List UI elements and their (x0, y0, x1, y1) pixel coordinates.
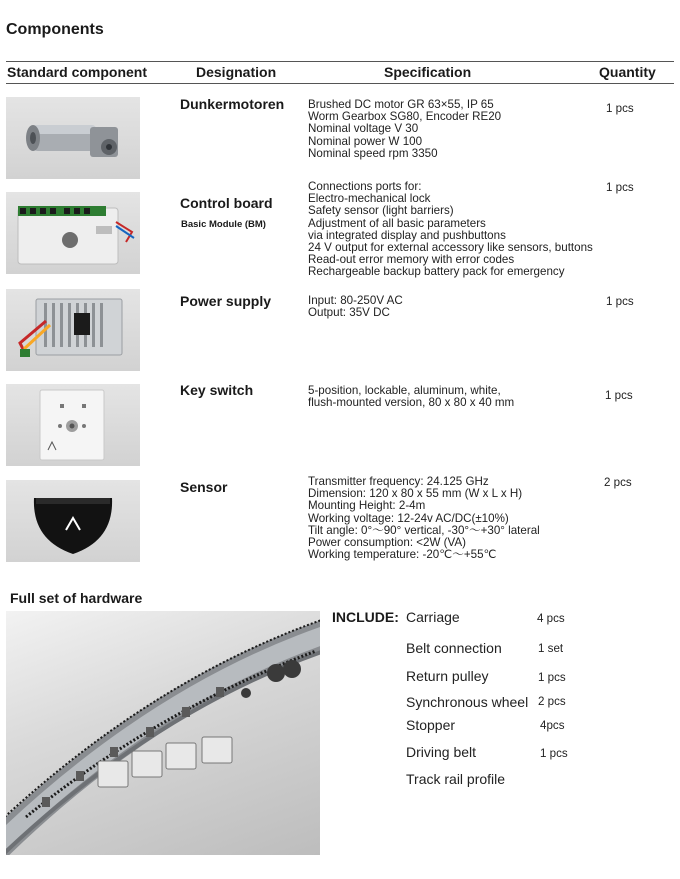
include-label: INCLUDE: (332, 609, 399, 625)
designation-control-board: Control board (180, 195, 273, 211)
hardware-qty-return-pulley: 1 pcs (538, 671, 566, 684)
hardware-item-stopper: Stopper (406, 717, 456, 733)
qty-control-board: 1 pcs (606, 181, 634, 194)
hardware-item-track-rail-profile: Track rail profile (406, 771, 506, 787)
qty-key-switch: 1 pcs (605, 389, 633, 402)
track-rail-hardware-photo (6, 611, 320, 855)
spec-control-board: Connections ports for: Electro-mechanical lock Safety sensor (light barriers) Adjustment of all basic parameters via integrated display and pushbuttons 24 V output for external accessory like sensors, buttons Read-out error memory with error codes Rechargeable backup battery pack for emergency (308, 180, 593, 279)
hardware-item-synchronous-wheel: Synchronous wheel (406, 694, 529, 710)
hardware-qty-belt-connection: 1 set (538, 642, 564, 655)
power-supply-photo (6, 289, 140, 371)
radar-sensor-photo (6, 480, 140, 562)
page-title: Components (6, 21, 104, 38)
spec-key-switch: 5-position, lockable, aluminum, white, flush-mounted version, 80 x 80 x 40 mm (308, 384, 515, 410)
designation-dunkermotoren: Dunkermotoren (180, 96, 285, 112)
col-header-designation: Designation (196, 64, 277, 80)
designation-sensor: Sensor (180, 479, 228, 495)
hardware-item-belt-connection: Belt connection (406, 640, 502, 656)
col-header-specification: Specification (384, 64, 472, 80)
col-header-quantity: Quantity (599, 64, 656, 80)
key-switch-photo (6, 384, 140, 466)
qty-power-supply: 1 pcs (606, 295, 634, 308)
spec-sensor: Transmitter frequency: 24.125 GHz Dimension: 120 x 80 x 55 mm (W x L x H) Mounting Height: 2-4m Working voltage: 12-24v AC/DC(±10%) Tilt angle: 0°～90° vertical, -30°～+30° lateral Power consumption: <2W (VA) Working temperature: -20℃～+55℃ (308, 475, 540, 562)
hardware-qty-synchronous-wheel: 2 pcs (538, 695, 566, 708)
hardware-qty-stopper: 4pcs (540, 719, 565, 732)
dc-motor-photo (6, 97, 140, 179)
qty-sensor: 2 pcs (604, 476, 632, 489)
designation-subtitle-basic-module: Basic Module (BM) (181, 219, 266, 230)
spec-dunkermotoren: Brushed DC motor GR 63×55, IP 65 Worm Gearbox SG80, Encoder RE20 Nominal voltage V 30 Nominal power W 100 Nominal speed rpm 3350 (308, 98, 502, 160)
hardware-item-driving-belt: Driving belt (406, 744, 477, 760)
hardware-item-carriage: Carriage (406, 609, 460, 625)
designation-key-switch: Key switch (180, 382, 254, 398)
header-top-rule (6, 61, 674, 62)
hardware-section-title: Full set of hardware (10, 590, 143, 606)
header-bottom-rule (6, 83, 674, 84)
designation-power-supply: Power supply (180, 293, 272, 309)
hardware-item-return-pulley: Return pulley (406, 668, 489, 684)
control-board-photo (6, 192, 140, 274)
spec-power-supply: Input: 80-250V AC Output: 35V DC (308, 294, 403, 320)
hardware-qty-carriage: 4 pcs (537, 612, 565, 625)
hardware-qty-driving-belt: 1 pcs (540, 747, 568, 760)
qty-dunkermotoren: 1 pcs (606, 102, 634, 115)
col-header-standard-component: Standard component (7, 64, 148, 80)
